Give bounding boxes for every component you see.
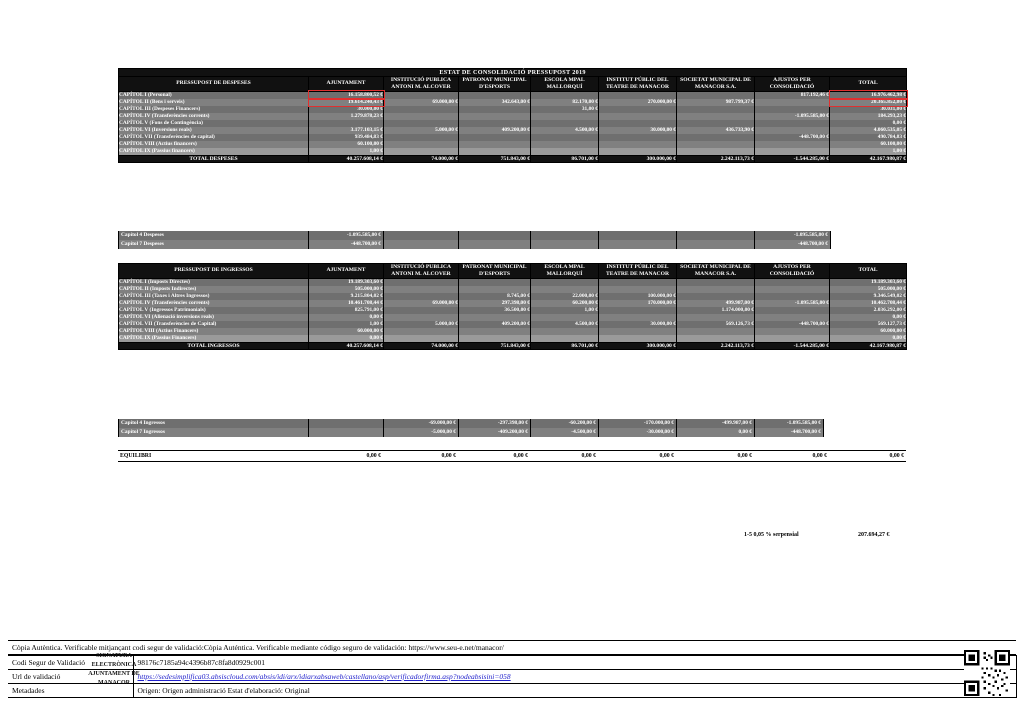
row-cell — [459, 148, 531, 156]
row-cell: 505.000,00 € — [830, 286, 907, 293]
row-cell — [599, 286, 677, 293]
row-cell: 1.174.000,00 € — [677, 307, 755, 314]
total-cell: 300.000,00 € — [599, 156, 677, 163]
row-cell — [531, 91, 599, 99]
row-cell: 5.000,00 € — [384, 127, 459, 134]
row-cell: 30.000,00 € — [309, 106, 384, 113]
row-cell — [531, 335, 599, 343]
validation-footer — [8, 640, 1016, 698]
row-cell — [677, 293, 755, 300]
row-cell — [755, 127, 830, 134]
col-header-ajuntament: AJUNTAMENT — [309, 77, 384, 92]
row-cell: 100.000,00 € — [599, 293, 677, 300]
total-cell: 40.257.608,14 € — [309, 343, 384, 350]
table-row — [119, 113, 907, 120]
row-label: CAPÍTOL VI (Inversions reals) — [119, 127, 309, 134]
row-cell — [599, 307, 677, 314]
row-cell: 184.293,23 € — [830, 113, 907, 120]
row-cell — [599, 120, 677, 127]
row-label: CAPÍTOL IX (Passius Financers) — [119, 335, 309, 343]
row-cell: 409.200,00 € — [459, 127, 531, 134]
row-cell — [459, 286, 531, 293]
row-cell: 297.398,00 € — [459, 300, 531, 307]
table-row — [119, 99, 907, 106]
row-cell: 1,00 € — [830, 148, 907, 156]
expenses-total-row — [119, 156, 907, 163]
col-header-societat-income: SOCIETAT MUNICIPAL DE MANACOR S.A. — [677, 264, 755, 279]
row-cell — [599, 314, 677, 321]
footer-url-label: Url de validació — [8, 670, 133, 684]
col-header-escola-income: ESCOLA MPAL MALLORQUÍ — [531, 264, 599, 279]
row-cell: -499.987,00 € — [677, 419, 755, 428]
row-cell: 19.189.303,60 € — [830, 278, 907, 286]
row-cell: -30.000,00 € — [599, 428, 677, 437]
row-label: CAPÍTOL VIII (Actius financers) — [119, 141, 309, 148]
table-row — [119, 231, 831, 240]
row-cell — [677, 314, 755, 321]
row-cell — [599, 240, 677, 249]
equilibri-cell: 0,00 € — [737, 453, 752, 459]
row-cell — [677, 106, 755, 113]
table-row — [119, 148, 907, 156]
row-cell — [309, 428, 384, 437]
table-row — [119, 300, 907, 307]
col-header-societat: SOCIETAT MUNICIPAL DE MANACOR S.A. — [677, 77, 755, 92]
row-cell — [531, 286, 599, 293]
expenses-block — [118, 68, 906, 163]
row-cell: 939.484,83 € — [309, 134, 384, 141]
row-label: Capítol 4 Ingressos — [119, 419, 309, 428]
row-cell: 9.346.549,02 € — [830, 293, 907, 300]
serpensial-note: 1-5 0,05 % serpensial — [744, 532, 799, 538]
row-label: CAPÍTOL VII (Transferències de Capital) — [119, 321, 309, 328]
row-cell: -448.700,00 € — [755, 428, 824, 437]
footer-csv-value: 98176c7185a94c4396b87c8fa8d0929c001 — [133, 656, 1016, 670]
expenses-header-row — [119, 77, 907, 92]
table-row — [119, 106, 907, 113]
row-cell: -1.095.585,00 € — [755, 231, 831, 240]
row-label: CAPÍTOL II (Bens i serveis) — [119, 99, 309, 106]
row-cell — [459, 141, 531, 148]
row-cell: -1.095.585,00 € — [755, 113, 830, 120]
row-cell: 817.192,46 € — [755, 91, 830, 99]
row-cell: -448.700,00 € — [309, 240, 384, 249]
row-cell — [459, 113, 531, 120]
row-cell — [755, 141, 830, 148]
row-cell — [384, 134, 459, 141]
row-cell: 10.461.708,44 € — [309, 300, 384, 307]
row-cell — [755, 106, 830, 113]
total-cell: 751.843,00 € — [459, 156, 531, 163]
row-label: CAPÍTOL IV (Transferències corrents) — [119, 300, 309, 307]
signature-stamp: SIGNATURA ELECTRÒNICA AJUNTAMENT DE MANACOR — [88, 653, 140, 686]
row-cell: 1,00 € — [531, 307, 599, 314]
qr-code — [964, 650, 1010, 696]
row-cell: -1.095.585,00 € — [309, 231, 384, 240]
row-cell — [677, 141, 755, 148]
footer-row-metadata — [8, 684, 1016, 698]
col-header-total: TOTAL — [830, 77, 907, 92]
row-cell — [459, 134, 531, 141]
equilibri-row — [118, 450, 906, 462]
row-cell: 30.031,00 € — [830, 106, 907, 113]
table-row — [119, 127, 907, 134]
row-cell — [755, 278, 830, 286]
income-table — [118, 263, 907, 350]
row-label: Capítol 4 Despeses — [119, 231, 309, 240]
row-cell: -409.200,00 € — [459, 428, 531, 437]
income-block — [118, 263, 906, 350]
row-cell — [384, 278, 459, 286]
row-cell — [384, 328, 459, 335]
table-title: ESTAT DE CONSOLIDACIÓ PRESSUPOST 2019 — [119, 69, 907, 77]
row-cell: 0,00 € — [830, 335, 907, 343]
total-cell: 751.843,00 € — [459, 343, 531, 350]
row-cell — [677, 148, 755, 156]
row-cell: 19.189.303,60 € — [309, 278, 384, 286]
row-cell — [677, 286, 755, 293]
row-cell: 1.279.878,23 € — [309, 113, 384, 120]
row-cell — [459, 91, 531, 99]
row-cell: 1,00 € — [309, 148, 384, 156]
row-label: CAPÍTOL VIII (Actius Financers) — [119, 328, 309, 335]
row-cell: 60.000,00 € — [309, 328, 384, 335]
row-label: Capítol 7 Despeses — [119, 240, 309, 249]
row-cell — [531, 231, 599, 240]
row-cell — [384, 307, 459, 314]
col-header-patronat-income: PATRONAT MUNICIPAL D'ESPORTS — [459, 264, 531, 279]
row-cell: 436.733,90 € — [677, 127, 755, 134]
income-total-row — [119, 343, 907, 350]
row-cell — [384, 141, 459, 148]
row-cell: 2.036.292,00 € — [830, 307, 907, 314]
col-header-total-income: TOTAL — [830, 264, 907, 279]
row-label: CAPÍTOL V (Fons de Contingència) — [119, 120, 309, 127]
table-title-row — [119, 69, 907, 77]
equilibri-cell: 0,00 € — [581, 453, 596, 459]
row-cell — [677, 231, 755, 240]
row-cell — [599, 335, 677, 343]
equilibri-cell: 0,00 € — [366, 453, 381, 459]
row-cell — [384, 91, 459, 99]
row-cell — [677, 134, 755, 141]
row-cell — [531, 148, 599, 156]
row-cell: 490.784,83 € — [830, 134, 907, 141]
row-cell: 60.000,00 € — [830, 328, 907, 335]
table-row — [119, 278, 907, 286]
row-label: CAPÍTOL III (Taxes i Altres Ingressos) — [119, 293, 309, 300]
row-cell: -297.398,00 € — [459, 419, 531, 428]
row-cell — [599, 148, 677, 156]
row-cell — [459, 106, 531, 113]
row-cell — [459, 231, 531, 240]
row-cell — [755, 307, 830, 314]
footer-row-csv — [8, 656, 1016, 670]
row-label: CAPÍTOL II (Imposts Indirectes) — [119, 286, 309, 293]
row-cell — [599, 91, 677, 99]
row-cell: 60.100,00 € — [830, 141, 907, 148]
row-cell — [755, 293, 830, 300]
table-row — [119, 335, 907, 343]
row-cell — [677, 278, 755, 286]
row-cell — [677, 113, 755, 120]
equilibri-cell: 0,00 € — [889, 453, 904, 459]
row-cell: 0,00 € — [830, 120, 907, 127]
col-header-escola: ESCOLA MPAL MALLORQUÍ — [531, 77, 599, 92]
row-cell: -448.700,00 € — [755, 134, 830, 141]
row-cell: 569.127,73 € — [830, 321, 907, 328]
table-row — [119, 419, 824, 428]
col-header-institucio: INSTITUCIÓ PUBLICA ANTONI M. ALCOVER — [384, 77, 459, 92]
row-cell — [459, 120, 531, 127]
total-cell: 74.000,00 € — [384, 156, 459, 163]
row-cell — [459, 278, 531, 286]
row-cell: 0,00 € — [309, 335, 384, 343]
row-cell — [755, 99, 830, 106]
row-cell — [755, 335, 830, 343]
total-cell: 74.000,00 € — [384, 343, 459, 350]
equilibri-cell: 0,00 € — [513, 453, 528, 459]
row-cell — [384, 148, 459, 156]
table-row — [119, 428, 824, 437]
row-cell: 31,00 € — [531, 106, 599, 113]
row-cell: 60.200,00 € — [531, 300, 599, 307]
row-cell: 82.170,00 € — [531, 99, 599, 106]
expenses-table — [118, 68, 907, 163]
row-cell: 505.000,00 € — [309, 286, 384, 293]
row-cell: 987.799,37 € — [677, 99, 755, 106]
row-cell — [384, 120, 459, 127]
row-cell — [599, 141, 677, 148]
row-cell — [599, 113, 677, 120]
row-cell — [309, 120, 384, 127]
row-cell — [531, 141, 599, 148]
table-row — [119, 314, 907, 321]
row-cell — [531, 240, 599, 249]
row-cell: 16.976.462,98 € — [830, 91, 907, 99]
table-row — [119, 286, 907, 293]
table-row — [119, 293, 907, 300]
row-label: Capítol 7 Ingressos — [119, 428, 309, 437]
row-cell: 30.000,00 € — [599, 321, 677, 328]
row-label: CAPÍTOL V (Ingressos Patrimonials) — [119, 307, 309, 314]
row-cell — [384, 286, 459, 293]
row-cell — [459, 328, 531, 335]
row-cell: -448.700,00 € — [755, 321, 830, 328]
row-cell: 4.500,00 € — [531, 321, 599, 328]
income-header-row — [119, 264, 907, 279]
table-row — [119, 91, 907, 99]
col-header-concept: PRESSUPOST DE DESPESES — [119, 77, 309, 92]
row-cell — [459, 240, 531, 249]
total-cell: 40.257.608,14 € — [309, 156, 384, 163]
total-cell: 86.701,00 € — [531, 343, 599, 350]
row-cell: 0,00 € — [309, 314, 384, 321]
footer-metadata-value: Origen: Origen administració Estat d'elaboració: Original — [133, 684, 1016, 698]
total-label: TOTAL INGRESSOS — [119, 343, 309, 350]
row-cell — [599, 278, 677, 286]
total-cell: -1.544.285,00 € — [755, 343, 830, 350]
row-cell: -5.000,00 € — [384, 428, 459, 437]
row-label: CAPÍTOL I (Personal) — [119, 91, 309, 99]
row-cell: -60.200,00 € — [531, 419, 599, 428]
footer-authenticity-line: Còpia Autèntica. Verificable mitjançant codi segur de validació:Còpia Auténtica. Verificable mediante código seguro de validación: https://www.seu-e.net/manacor/ — [8, 641, 1016, 655]
row-cell: 30.000,00 € — [599, 127, 677, 134]
row-cell — [599, 106, 677, 113]
row-cell: -1.095.585,00 € — [755, 419, 824, 428]
row-cell: 4.500,00 € — [531, 127, 599, 134]
col-header-concept-income: PRESSUPOST DE INGRESSOS — [119, 264, 309, 279]
row-cell — [531, 328, 599, 335]
col-header-ajustos-income: AJUSTOS PER CONSOLIDACIÓ — [755, 264, 830, 279]
col-header-ajustos: AJUSTOS PER CONSOLIDACIÓ — [755, 77, 830, 92]
equilibri-label: EQUILIBRI — [120, 453, 152, 459]
row-cell — [531, 120, 599, 127]
row-cell: -4.500,00 € — [531, 428, 599, 437]
total-cell: 300.000,00 € — [599, 343, 677, 350]
footer-csv-label: Codi Segur de Validació — [8, 656, 133, 670]
row-cell — [677, 328, 755, 335]
row-cell — [599, 328, 677, 335]
col-header-ajuntament-income: AJUNTAMENT — [309, 264, 384, 279]
row-label: CAPÍTOL VI (Alienació inversions reals) — [119, 314, 309, 321]
row-cell: 270.000,00 € — [599, 99, 677, 106]
col-header-teatre-income: INSTITUT PÚBLIC DEL TEATRE DE MANACOR — [599, 264, 677, 279]
row-cell: 8.745,00 € — [459, 293, 531, 300]
row-cell — [599, 134, 677, 141]
footer-metadata-label: Metadades — [8, 684, 133, 698]
row-cell: 10.462.708,44 € — [830, 300, 907, 307]
col-header-institucio-income: INSTITUCIÓ PUBLICA ANTONI M. ALCOVER — [384, 264, 459, 279]
row-cell: -69.000,00 € — [384, 419, 459, 428]
row-cell — [599, 231, 677, 240]
total-cell: 2.242.113,73 € — [677, 156, 755, 163]
row-cell: 16.158.800,52 € — [309, 91, 384, 99]
adjust-income-block — [118, 419, 824, 437]
total-cell: 42.167.980,87 € — [830, 343, 907, 350]
table-row — [119, 321, 907, 328]
footer-row-url — [8, 670, 1016, 684]
row-label: CAPÍTOL VII (Transferències de capital) — [119, 134, 309, 141]
row-cell — [309, 419, 384, 428]
footer-url-value[interactable]: https://sedesimplifica03.absiscloud.com/absis/idi/arx/idiarxabsaweb/castellano/asp/verificadorfirma.asp?nodeabsisini=058 — [133, 670, 1016, 684]
row-cell — [755, 120, 830, 127]
row-cell — [384, 335, 459, 343]
row-cell — [531, 314, 599, 321]
table-row — [119, 307, 907, 314]
row-cell: 0,00 € — [677, 428, 755, 437]
row-cell — [755, 286, 830, 293]
row-cell: 19.614.240,43 € — [309, 99, 384, 106]
row-cell — [677, 240, 755, 249]
table-row — [119, 328, 907, 335]
row-cell: 3.177.103,15 € — [309, 127, 384, 134]
row-cell: 569.126,73 € — [677, 321, 755, 328]
total-cell: 42.167.980,87 € — [830, 156, 907, 163]
total-cell: -1.544.285,00 € — [755, 156, 830, 163]
row-cell — [384, 240, 459, 249]
total-cell: 2.242.113,73 € — [677, 343, 755, 350]
row-cell — [384, 293, 459, 300]
equilibri-cell: 0,00 € — [441, 453, 456, 459]
row-label: CAPÍTOL IV (Transferències corrents) — [119, 113, 309, 120]
row-cell: 4.060.535,05 € — [830, 127, 907, 134]
row-cell: 409.200,00 € — [459, 321, 531, 328]
row-cell: 22.000,00 € — [531, 293, 599, 300]
row-cell — [677, 91, 755, 99]
adjust-expenses-block — [118, 231, 831, 249]
row-cell: 0,00 € — [830, 314, 907, 321]
row-label: CAPÍTOL I (Imposts Directes) — [119, 278, 309, 286]
row-cell — [755, 314, 830, 321]
col-header-patronat: PATRONAT MUNICIPAL D'ESPORTS — [459, 77, 531, 92]
row-cell: 36.500,00 € — [459, 307, 531, 314]
row-cell — [755, 148, 830, 156]
row-cell: 499.987,00 € — [677, 300, 755, 307]
row-cell: 342.643,00 € — [459, 99, 531, 106]
row-cell — [384, 113, 459, 120]
row-cell: 60.100,00 € — [309, 141, 384, 148]
row-cell — [531, 278, 599, 286]
equilibri-cell: 0,00 € — [812, 453, 827, 459]
row-cell: 1,00 € — [309, 321, 384, 328]
row-cell — [384, 106, 459, 113]
row-cell: 20.365.852,80 € — [830, 99, 907, 106]
table-row — [119, 141, 907, 148]
row-cell — [384, 314, 459, 321]
total-label: TOTAL DESPESES — [119, 156, 309, 163]
row-cell: -448.700,00 € — [755, 240, 831, 249]
row-cell: 69.000,00 € — [384, 300, 459, 307]
row-label: CAPÍTOL IX (Passius financers) — [119, 148, 309, 156]
row-cell: -1.095.585,00 € — [755, 300, 830, 307]
row-cell — [459, 335, 531, 343]
row-cell — [384, 231, 459, 240]
row-cell — [531, 113, 599, 120]
table-row — [119, 240, 831, 249]
row-cell: 69.000,00 € — [384, 99, 459, 106]
row-label: CAPÍTOL III (Despeses Financers) — [119, 106, 309, 113]
serpensial-value: 207.694,27 € — [858, 532, 890, 538]
row-cell: 5.000,00 € — [384, 321, 459, 328]
row-cell: 9.215.804,02 € — [309, 293, 384, 300]
col-header-teatre: INSTITUT PÚBLIC DEL TEATRE DE MANACOR — [599, 77, 677, 92]
row-cell — [677, 335, 755, 343]
row-cell — [459, 314, 531, 321]
table-row — [119, 120, 907, 127]
row-cell: 825.791,00 € — [309, 307, 384, 314]
total-cell: 86.701,00 € — [531, 156, 599, 163]
equilibri-cell: 0,00 € — [659, 453, 674, 459]
row-cell — [755, 328, 830, 335]
table-row — [119, 134, 907, 141]
row-cell — [677, 120, 755, 127]
footer-table — [8, 655, 1017, 698]
row-cell: -170.000,00 € — [599, 419, 677, 428]
row-cell — [531, 134, 599, 141]
row-cell: 170.000,00 € — [599, 300, 677, 307]
